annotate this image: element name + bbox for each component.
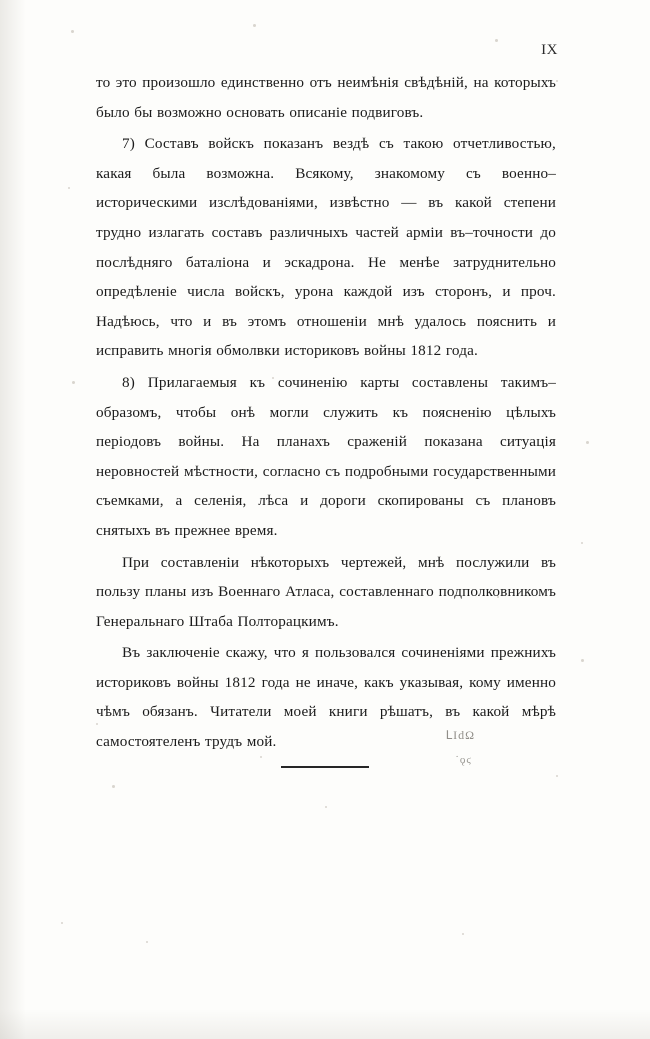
page-number: IX [541,42,558,58]
paper-speckle [556,80,558,82]
paper-speckle [61,922,63,924]
body-text-block [96,68,556,759]
paper-speckle [495,39,498,42]
paper-speckle [68,187,70,189]
divider-rule [281,766,369,768]
paper-speckle [112,785,115,788]
paragraph-conclusion: Въ заключеніе скажу, что я пользовался сочиненіями прежнихъ историковъ войны 1812 года не иначе, какъ указывая, кому именно чѣмъ обязанъ. Читатели моей книги рѣшатъ, въ какой мѣрѣ самостоятеленъ трудъ мой. [96,644,556,751]
paragraph-item-7: 7) Составъ войскъ показанъ вездѣ съ такою отчетливостью, какая была возможна. Всякому, знакомому съ военно–историческими изслѣдованіями, извѣстно — въ какой степени трудно излагать составъ различныхъ частей арміи въ–точности до послѣдняго баталіона и эскадрона. Не менѣе затруднительно опредѣленіе числа войскъ, урона каждой изъ сторонъ, и проч. Надѣюсь, что и въ этомъ отношеніи мнѣ удалось пояснить и исправить многія обмолвки историковъ войны 1812 года. [96,135,556,360]
margin-smudge-upper: ԼIdΩ [445,728,475,742]
paper-speckle [581,659,584,662]
section-divider [0,758,650,776]
paper-speckle [71,30,74,33]
paper-speckle [72,381,75,384]
paragraph-item-8: 8) Прилагаемыя къ сочиненію карты составлены такимъ–образомъ, чтобы онѣ могли служить къ поясненію цѣлыхъ періодовъ войны. На планахъ сраженій показана ситуація неровностей мѣстности, согласно съ подробными государственными съемками, а селенія, лѣса и дороги скопированы съ плановъ снятыхъ въ прежнее время. [96,373,556,539]
paragraph-continued: то это произошло единственно отъ неимѣнія свѣдѣній, на которыхъ было бы возможно основать описаніе подвиговъ. [96,74,556,121]
paper-speckle [586,441,589,444]
page-bottom-shading [0,1009,650,1039]
paper-speckle [146,941,148,943]
paper-speckle [325,806,327,808]
page-left-shading [0,0,26,1039]
paper-speckle [462,933,464,935]
paper-speckle [253,24,256,27]
paragraph-plans: При составленіи нѣкоторыхъ чертежей, мнѣ послужили въ пользу планы изъ Военнаго Атласа, составленнаго подполковникомъ Генеральнаго Штаба Полторацкимъ. [96,553,556,630]
margin-smudge-lower: ˙ǫϛ [455,754,472,766]
paper-speckle [581,542,583,544]
